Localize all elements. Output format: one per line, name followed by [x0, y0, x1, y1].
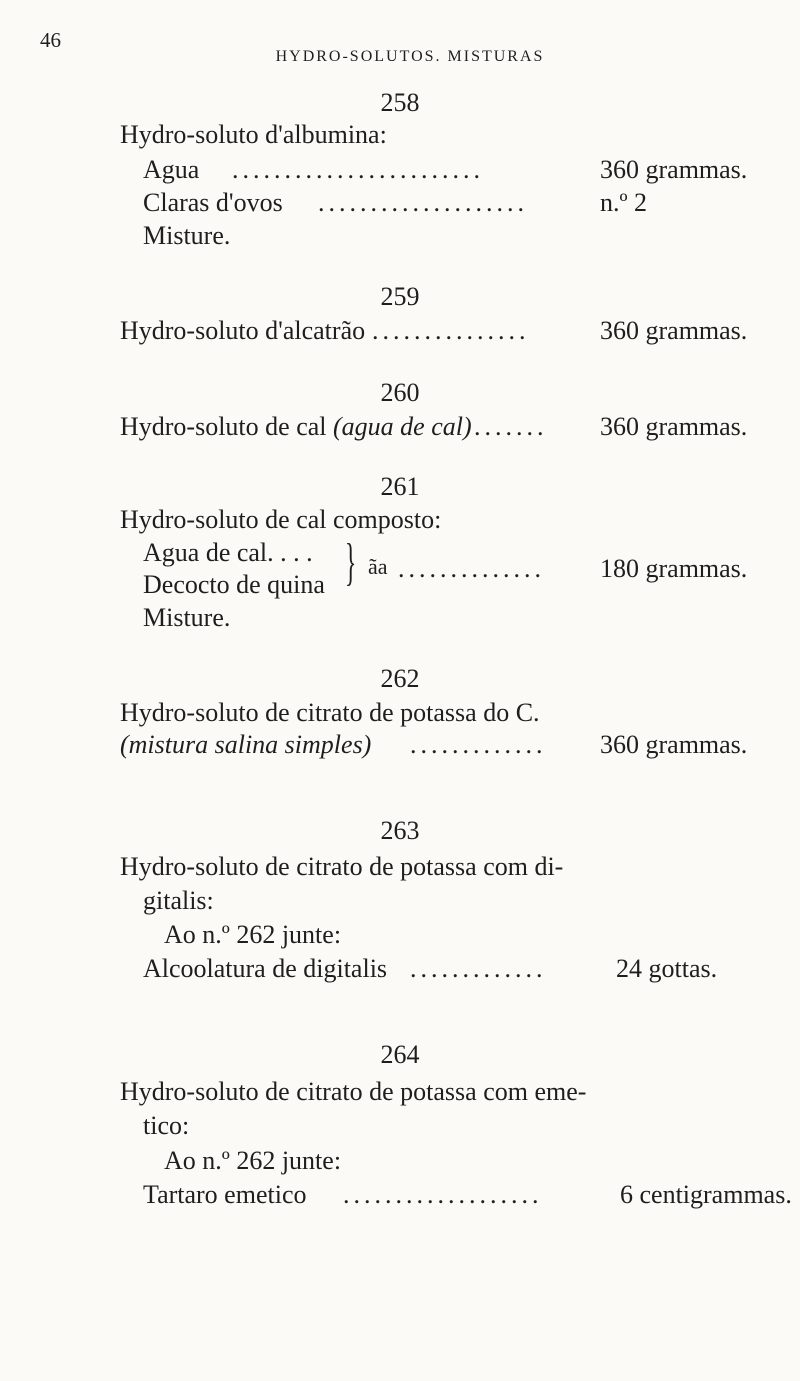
brace-symbol: }: [345, 534, 357, 591]
ingredient-amount: 360 grammas.: [600, 155, 748, 184]
recipe-title: Hydro-soluto de citrato de potassa do C.: [120, 698, 540, 727]
dot-leader: .............: [410, 954, 547, 983]
ingredient-label: Alcoolatura de digitalis: [143, 954, 388, 983]
recipe-title: Hydro-soluto de citrato de potassa com di-: [120, 852, 564, 881]
section-number: 258: [380, 88, 420, 117]
ingredient-amount: 24 gottas.: [616, 954, 718, 983]
ingredient-amount: n.º 2: [600, 188, 648, 217]
dot-leader: .............: [410, 730, 547, 759]
instruction: Misture.: [143, 221, 231, 250]
ingredient-label: Claras d'ovos: [143, 188, 283, 217]
instruction: Ao n.º 262 junte:: [164, 920, 342, 949]
ingredient-amount: 6 centigrammas.: [620, 1180, 792, 1209]
ingredient-amount: 180 grammas.: [600, 554, 748, 583]
recipe-title-cont: tico:: [143, 1111, 190, 1140]
section-number: 260: [380, 378, 420, 407]
ingredient-label: Agua: [143, 155, 200, 184]
dot-leader: .......: [474, 412, 548, 441]
section-number: 264: [380, 1040, 420, 1069]
running-head: HYDRO-SOLUTOS. MISTURAS: [275, 48, 545, 65]
recipe-title: Hydro-soluto d'albumina:: [120, 120, 387, 149]
page-number: 46: [40, 28, 61, 52]
title-italic: (agua de cal): [333, 412, 472, 441]
recipe-title: Hydro-soluto de citrato de potassa com eme-: [120, 1077, 587, 1106]
recipe-title: [120, 412, 472, 442]
ingredient-label: Tartaro emetico: [143, 1180, 307, 1209]
recipe-title-cont: gitalis:: [143, 886, 214, 915]
dot-leader: ....................: [318, 188, 528, 217]
section-number: 263: [380, 816, 420, 845]
instruction: Misture.: [143, 603, 231, 632]
ingredient-label: Agua de cal. . . .: [143, 538, 313, 567]
recipe-title: Hydro-soluto de cal composto:: [120, 505, 442, 534]
ingredient-amount: 360 grammas.: [600, 316, 748, 345]
dot-leader: ........................: [232, 155, 484, 184]
section-number: 262: [380, 664, 420, 693]
section-number: 261: [380, 472, 420, 501]
instruction: Ao n.º 262 junte:: [164, 1146, 342, 1175]
subtitle-italic: (mistura salina simples): [120, 730, 372, 759]
ingredient-amount: 360 grammas.: [600, 730, 748, 759]
ingredient-label: Decocto de quina: [143, 570, 325, 599]
recipe-subtitle: [120, 730, 371, 760]
ingredient-amount: 360 grammas.: [600, 412, 748, 441]
page-header: [40, 28, 780, 72]
title-text: Hydro-soluto de cal: [120, 412, 327, 441]
dot-leader: ...............: [372, 316, 530, 345]
section-number: 259: [380, 282, 420, 311]
recipe-title: Hydro-soluto d'alcatrão: [120, 316, 366, 345]
combined-mark: ãa: [368, 554, 388, 579]
dot-leader: ...................: [343, 1180, 543, 1209]
dot-leader: ..............: [398, 554, 545, 583]
